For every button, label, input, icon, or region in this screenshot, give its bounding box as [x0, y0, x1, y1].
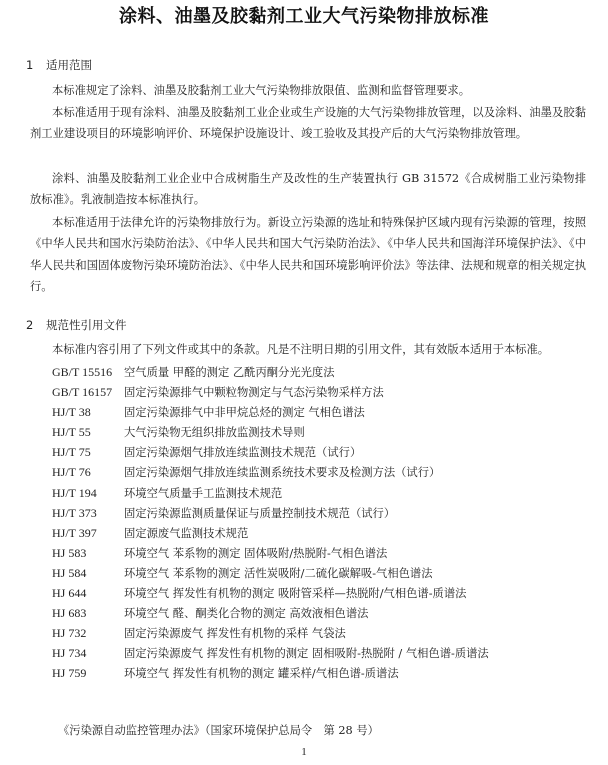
- reference-item: [52, 583, 592, 603]
- reference-item: [52, 523, 592, 543]
- section-1-title: 适用范围: [46, 58, 92, 72]
- reference-code: HJ/T 75: [52, 445, 91, 460]
- reference-item: [52, 462, 592, 482]
- reference-title: 固定污染源烟气排放连续监测系统技术要求及检测方法（试行）: [124, 466, 441, 480]
- reference-list: [52, 362, 592, 684]
- reference-title: 固定源废气监测技术规范: [124, 526, 249, 540]
- section-2-title: 规范性引用文件: [46, 318, 127, 332]
- section-2-number: 2: [26, 318, 34, 332]
- reference-title: 固定污染源废气 挥发性有机物的采样 气袋法: [124, 627, 346, 641]
- reference-regulation: 《污染源自动监控管理办法》（国家环境保护总局令 第 28 号）: [58, 724, 379, 737]
- reference-code: HJ 583: [52, 545, 87, 560]
- reference-code: HJ/T 38: [52, 405, 91, 420]
- section-1-paragraph-4: 本标准适用于法律允许的污染物排放行为。新设立污染源的选址和特殊保护区域内现有污染源的管理，按照《中华人民共和国水污染防治法》、《中华人民共和国大气污染防治法》、《中华人民共和国海洋环境保护法》、《中华人民共和国固体废物污染环境防治法》、《中华人民共和国环境影响评价法》等法律、法规和规章的相关规定执行。: [30, 216, 586, 294]
- reference-code: HJ/T 397: [52, 525, 97, 540]
- section-1-number: 1: [26, 58, 34, 72]
- section-2-intro: 本标准内容引用了下列文件或其中的条款。凡是不注明日期的引用文件，其有效版本适用于本标准。: [52, 343, 550, 356]
- reference-item: [52, 563, 592, 583]
- reference-title: 环境空气 醛、酮类化合物的测定 高效液相色谱法: [124, 607, 369, 621]
- reference-code: HJ 683: [52, 606, 87, 621]
- reference-code: HJ 734: [52, 646, 87, 661]
- reference-code: GB/T 15516: [52, 365, 113, 379]
- reference-title: 固定污染源排气中非甲烷总烃的测定 气相色谱法: [124, 406, 365, 420]
- reference-item: [52, 623, 592, 643]
- document-title: 涂料、油墨及胶黏剂工业大气污染物排放标准: [119, 6, 489, 27]
- reference-code: HJ/T 55: [52, 425, 91, 440]
- reference-item: [52, 362, 592, 382]
- reference-title: 环境空气质量手工监测技术规范: [124, 486, 283, 500]
- reference-item: [52, 483, 592, 503]
- section-1-heading: [26, 57, 92, 73]
- reference-code: HJ 732: [52, 626, 87, 641]
- page-number: 1: [301, 746, 307, 758]
- reference-code: HJ/T 194: [52, 485, 97, 500]
- reference-code: HJ 644: [52, 586, 87, 601]
- reference-item: [52, 382, 592, 402]
- reference-code: HJ 584: [52, 565, 87, 580]
- reference-title: 环境空气 挥发性有机物的测定 吸附管采样—热脱附/气相色谱-质谱法: [124, 587, 467, 601]
- reference-item: [52, 503, 592, 523]
- reference-title: 固定污染源废气 挥发性有机物的测定 固相吸附-热脱附 / 气相色谱-质谱法: [124, 647, 489, 661]
- reference-item: [52, 442, 592, 462]
- reference-title: 固定污染源监测质量保证与质量控制技术规范（试行）: [124, 506, 396, 520]
- section-1-paragraph-1: 本标准规定了涂料、油墨及胶黏剂工业大气污染物排放限值、监测和监督管理要求。: [52, 84, 470, 97]
- reference-item: [52, 402, 592, 422]
- section-2-heading: [26, 317, 127, 333]
- reference-title: 大气污染物无组织排放监测技术导则: [124, 426, 305, 440]
- reference-code: HJ 759: [52, 666, 87, 681]
- reference-title: 环境空气 苯系物的测定 固体吸附/热脱附-气相色谱法: [124, 546, 388, 560]
- reference-item: [52, 663, 592, 683]
- reference-title: 固定污染源排气中颗粒物测定与气态污染物采样方法: [124, 386, 384, 400]
- reference-title: 环境空气 挥发性有机物的测定 罐采样/气相色谱-质谱法: [124, 667, 399, 681]
- reference-title: 固定污染源烟气排放连续监测技术规范（试行）: [124, 446, 362, 460]
- reference-item: [52, 603, 592, 623]
- reference-title: 空气质量 甲醛的测定 乙酰丙酮分光光度法: [124, 366, 335, 379]
- reference-item: [52, 543, 592, 563]
- section-1-paragraph-3: 涂料、油墨及胶黏剂工业企业中合成树脂生产及改性的生产装置执行 GB 31572《合成树脂工业污染物排放标准》。乳液制造按本标准执行。: [30, 172, 586, 207]
- reference-code: GB/T 16157: [52, 385, 113, 400]
- reference-item: [52, 422, 592, 442]
- section-1-paragraph-2: 本标准适用于现有涂料、油墨及胶黏剂工业企业或生产设施的大气污染物排放管理，以及涂料、油墨及胶黏剂工业建设项目的环境影响评价、环境保护设施设计、竣工验收及其投产后的大气污染物排放管理。: [30, 106, 586, 141]
- reference-code: HJ/T 373: [52, 505, 97, 520]
- reference-code: HJ/T 76: [52, 465, 91, 480]
- reference-title: 环境空气 苯系物的测定 活性炭吸附/二硫化碳解吸-气相色谱法: [124, 566, 433, 580]
- reference-item: [52, 643, 592, 663]
